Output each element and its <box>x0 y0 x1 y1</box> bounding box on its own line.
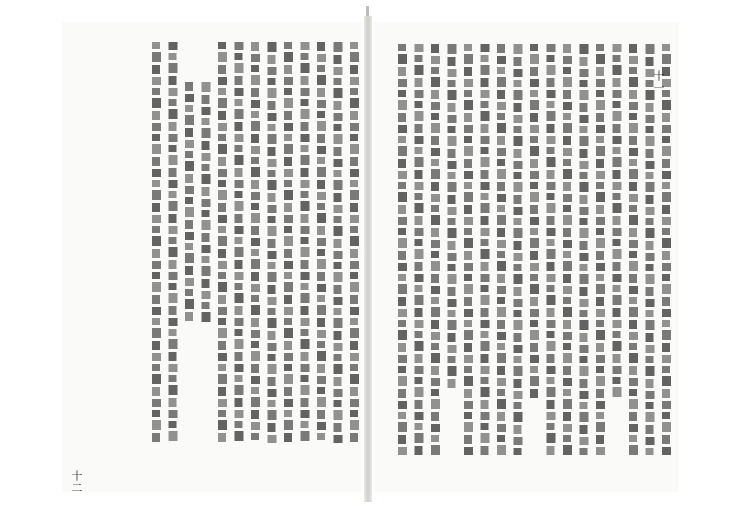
text-column <box>284 42 293 442</box>
text-column <box>317 42 326 440</box>
text-column <box>448 44 457 388</box>
text-column <box>431 44 440 455</box>
text-column <box>481 44 490 455</box>
text-column <box>268 42 277 443</box>
text-column <box>398 44 407 455</box>
text-column <box>464 44 473 455</box>
text-column <box>152 42 161 442</box>
text-column <box>514 44 523 455</box>
text-column <box>415 44 424 455</box>
text-column <box>563 44 572 455</box>
text-column <box>301 42 310 441</box>
text-column <box>596 44 605 455</box>
left-page-number: 十二 <box>70 470 83 494</box>
text-column <box>629 44 638 455</box>
text-column <box>202 82 211 322</box>
right-page <box>374 22 679 492</box>
text-column <box>251 42 260 440</box>
text-column <box>169 42 178 441</box>
text-column <box>547 44 556 455</box>
text-column <box>235 42 244 441</box>
fold-mark <box>366 6 369 16</box>
text-column <box>580 44 589 455</box>
text-column <box>334 42 343 443</box>
text-column <box>185 82 194 321</box>
right-page-text-columns <box>374 22 679 492</box>
text-column <box>530 44 539 398</box>
book-gutter <box>364 16 372 502</box>
text-column <box>613 44 622 397</box>
left-page <box>62 22 362 492</box>
text-column <box>497 44 506 455</box>
right-page-number: 十一 <box>652 70 665 94</box>
text-column <box>646 44 655 455</box>
left-page-text-columns <box>62 22 362 492</box>
text-column <box>218 42 227 442</box>
text-column <box>350 42 359 442</box>
text-column <box>662 44 671 455</box>
